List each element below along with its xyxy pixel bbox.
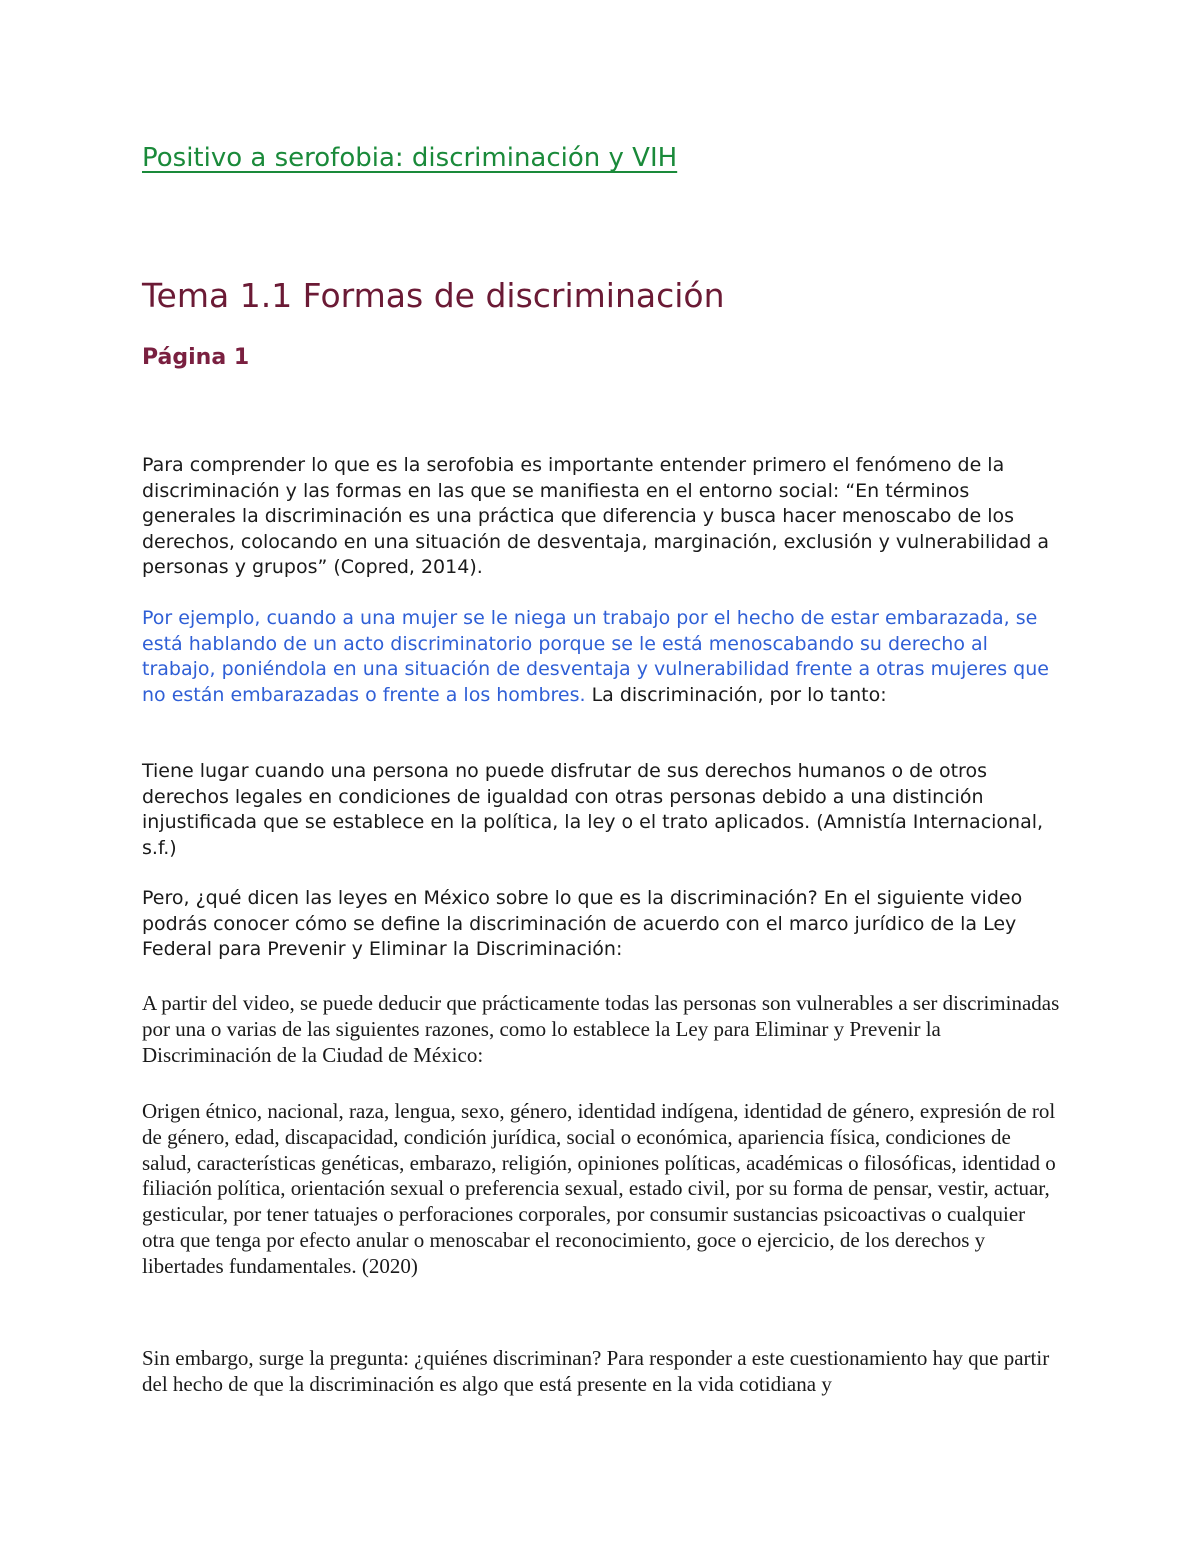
page-subheading: Página 1 [142, 345, 250, 370]
paragraph-example [142, 606, 1060, 708]
document-title: Positivo a serofobia: discriminación y VIH [142, 143, 678, 173]
highlighted-example-text: Por ejemplo, cuando a una mujer se le niega un trabajo por el hecho de estar embarazada, se está hablando de un acto discriminatorio porque se le está menoscabando su derecho al trabajo, poniéndola en una situación de desventaja y vulnerabilidad frente a otras mujeres que no están embarazadas o frente a los hombres. [142, 607, 1049, 706]
paragraph-quote-amnesty: Tiene lugar cuando una persona no puede disfrutar de sus derechos humanos o de otros derechos legales en condiciones de igualdad con otras personas debido a una distinción injustificada que se establece en la política, la ley o el trato aplicados. (Amnistía Internacional, s.f.) [142, 760, 1044, 859]
paragraph-example-continuation: La discriminación, por lo tanto: [585, 683, 887, 706]
paragraph-laws-question: Pero, ¿qué dicen las leyes en México sobre lo que es la discriminación? En el siguiente video podrás conocer cómo se define la discriminación de acuerdo con el marco jurídico de la Ley Federal para Prevenir y Eliminar la Discriminación: [142, 887, 1023, 961]
paragraph-reasons-list: Origen étnico, nacional, raza, lengua, sexo, género, identidad indígena, identidad de género, expresión de rol de género, edad, discapacidad, condición jurídica, social o económica, apariencia física, condiciones de salud, características genéticas, embarazo, religión, opiniones políticas, académicas o filosóficas, identidad o filiación política, orientación sexual o preferencia sexual, estado civil, por su forma de pensar, vestir, actuar, gesticular, por tener tatuajes o perforaciones corporales, por consumir sustancias psicoactivas o cualquier otra que tenga por efecto anular o menoscabar el reconocimiento, goce o ejercicio, de los derechos y libertades fundamentales. (2020) [142, 1099, 1056, 1278]
paragraph-intro: Para comprender lo que es la serofobia es importante entender primero el fenómeno de la discriminación y las formas en las que se manifiesta en el entorno social: “En términos generales la discriminación es una práctica que diferencia y busca hacer menoscabo de los derechos, colocando en una situación de desventaja, marginación, exclusión y vulnerabilidad a personas y grupos” (Copred, 2014). [142, 454, 1049, 579]
section-heading: Tema 1.1 Formas de discriminación [142, 276, 725, 315]
paragraph-video-deduction: A partir del video, se puede deducir que prácticamente todas las personas son vulnerables a ser discriminadas por una o varias de las siguientes razones, como lo establece la Ley para Eliminar y Prevenir la Discriminación de la Ciudad de México: [142, 991, 1060, 1067]
paragraph-who-discriminates: Sin embargo, surge la pregunta: ¿quiénes discriminan? Para responder a este cuestionamiento hay que partir del hecho de que la discriminación es algo que está presente en la vida cotidiana y [142, 1346, 1050, 1396]
